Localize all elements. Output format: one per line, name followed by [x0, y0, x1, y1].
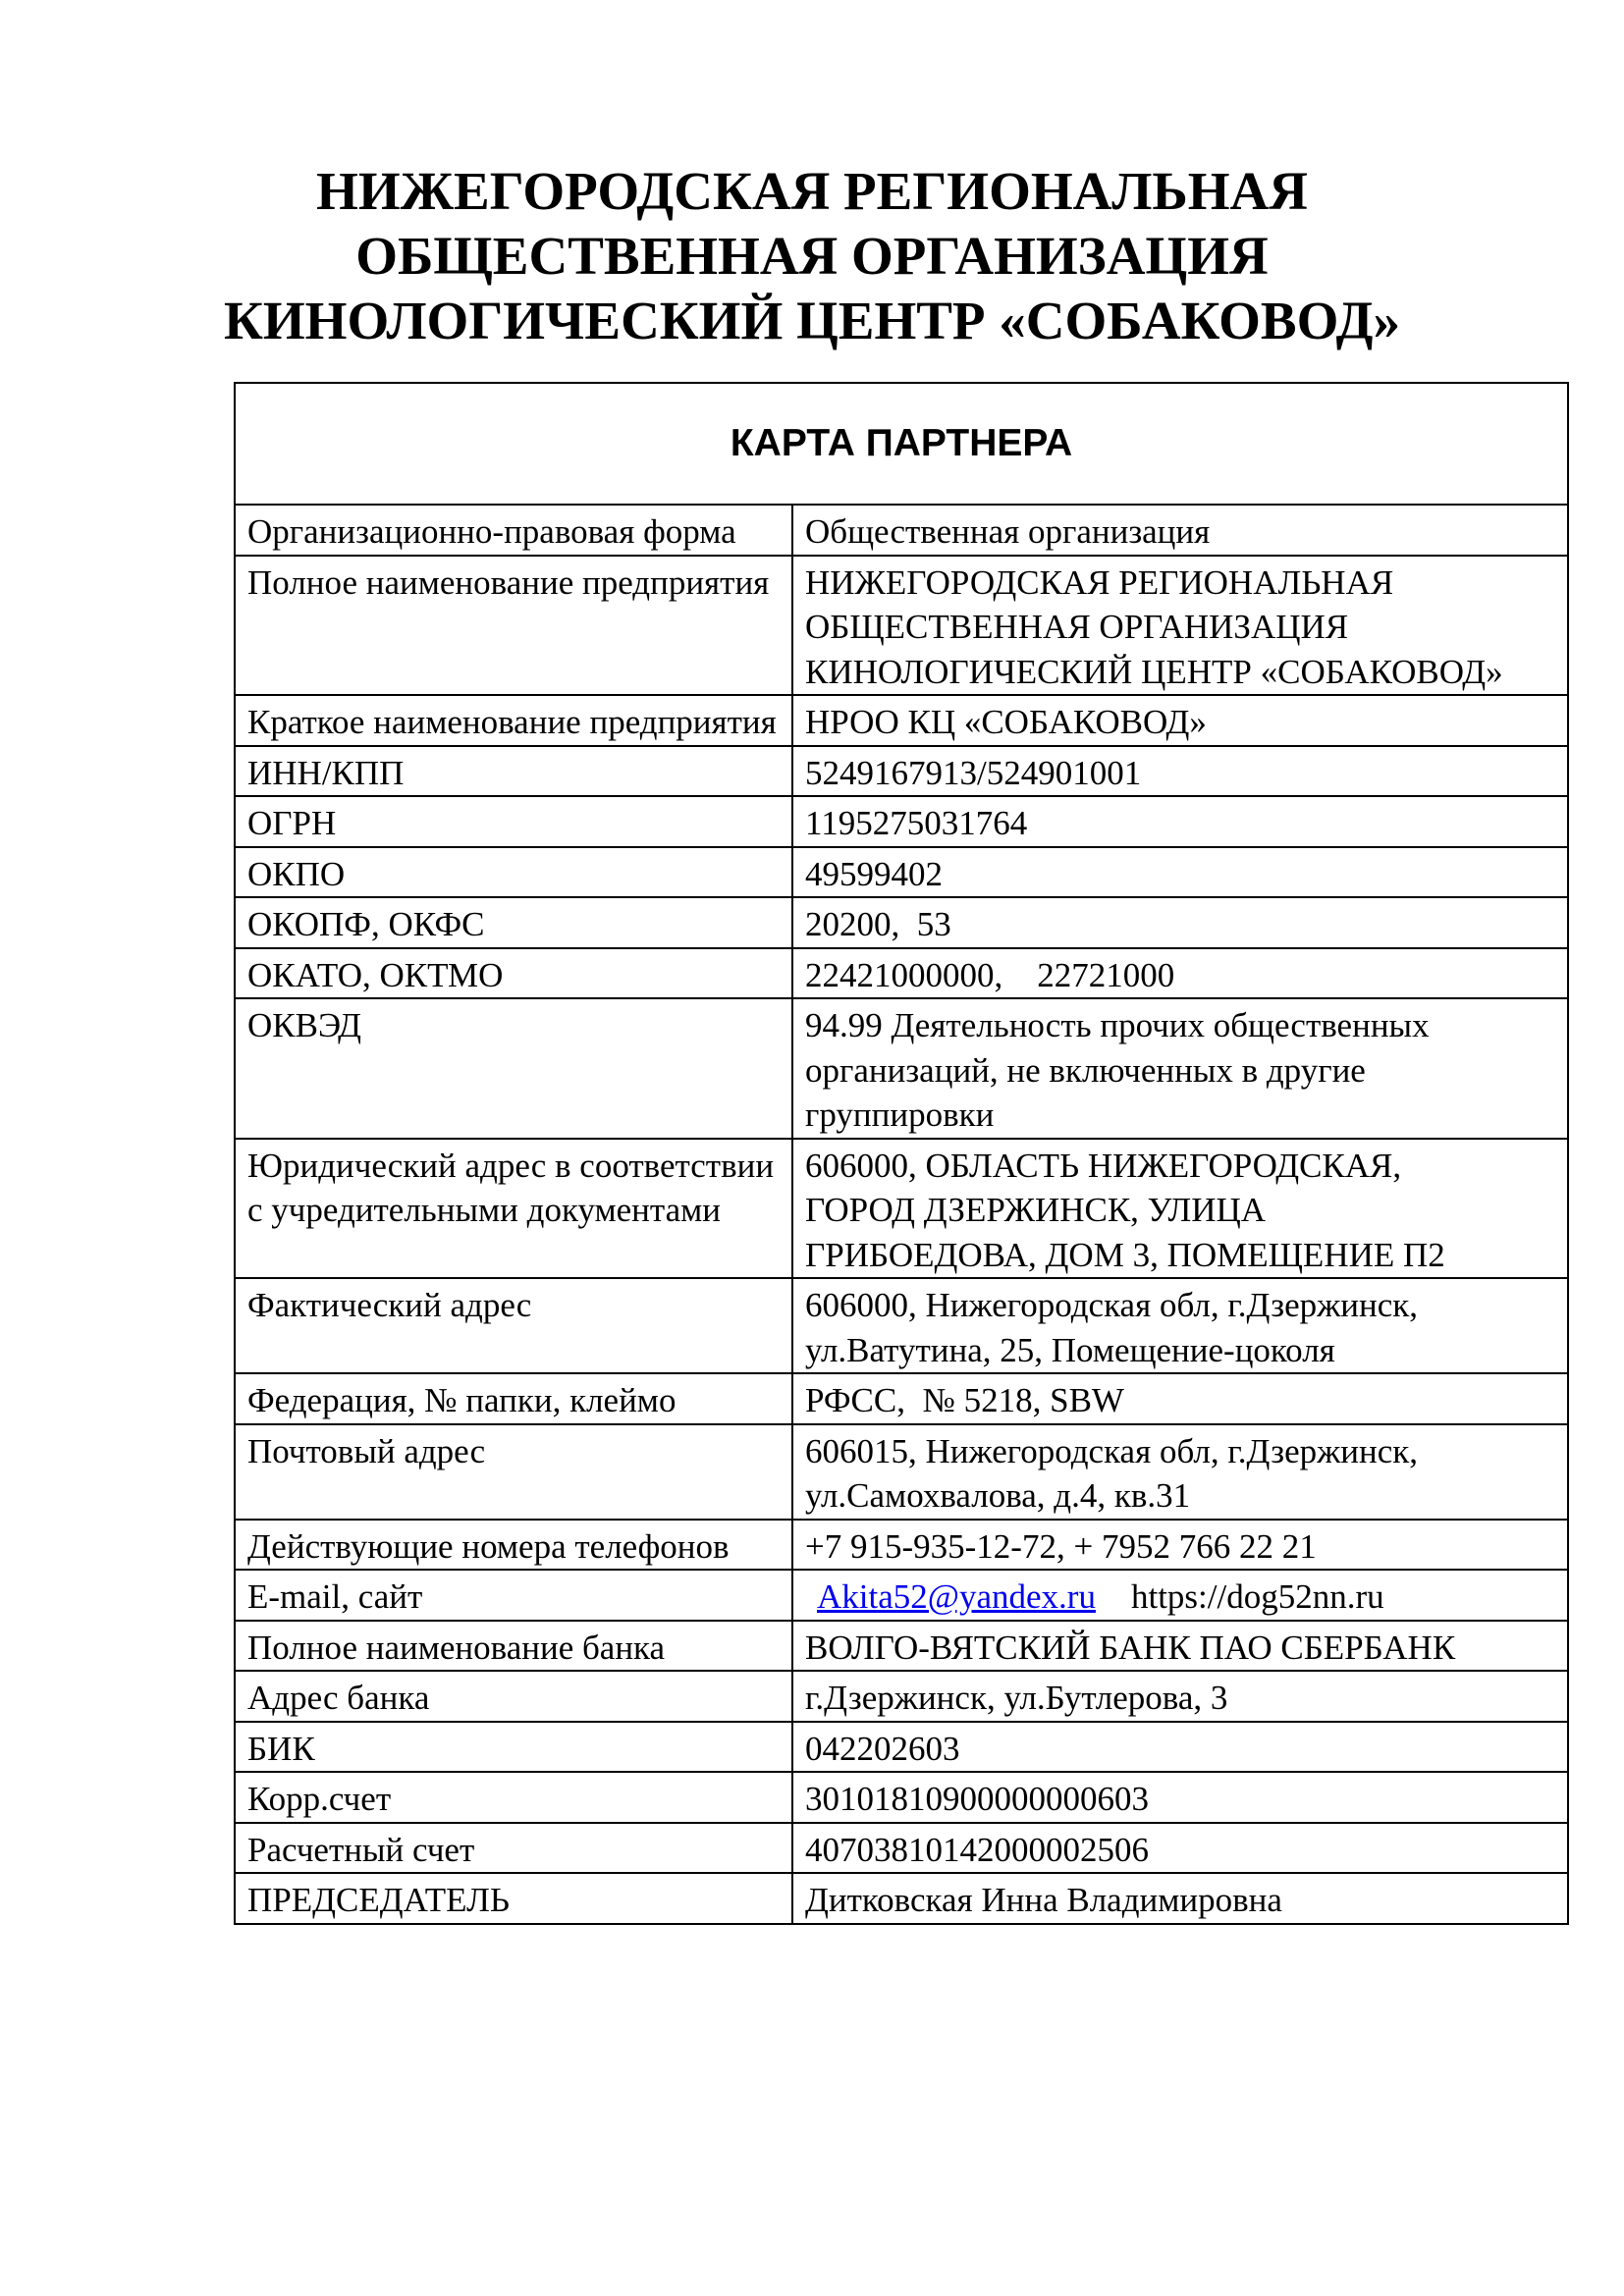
title-line: КИНОЛОГИЧЕСКИЙ ЦЕНТР «СОБАКОВОД»: [224, 291, 1400, 350]
address-line: ГОРОД ДЗЕРЖИНСК, УЛИЦА: [805, 1191, 1267, 1229]
row-value: 94.99 Деятельность прочих общественных организаций, не включенных в другие группировки: [792, 998, 1568, 1139]
row-label: ОГРН: [235, 796, 792, 847]
row-label: ИНН/КПП: [235, 746, 792, 797]
table-row: [235, 1621, 1568, 1672]
website-text: https://dog52nn.ru: [1130, 1577, 1384, 1616]
row-label: Полное наименование предприятия: [235, 556, 792, 696]
table-row: [235, 695, 1568, 746]
row-value: Дитковская Инна Владимировна: [792, 1873, 1568, 1924]
table-row: [235, 1520, 1568, 1571]
table-row: [235, 1772, 1568, 1823]
row-value: 40703810142000002506: [792, 1823, 1568, 1874]
row-label: Федерация, № папки, клеймо: [235, 1373, 792, 1424]
table-row: [235, 1278, 1568, 1373]
card-heading: КАРТА ПАРТНЕРА: [235, 383, 1568, 505]
row-value: [792, 1570, 1568, 1621]
row-label: Юридический адрес в соответствии с учредительными документами: [235, 1139, 792, 1279]
row-value: 5249167913/524901001: [792, 746, 1568, 797]
address-line: ГРИБОЕДОВА, ДОМ 3, ПОМЕЩЕНИЕ П2: [805, 1235, 1445, 1274]
table-row: [235, 556, 1568, 696]
row-label: Корр.счет: [235, 1772, 792, 1823]
row-value: 22421000000, 22721000: [792, 948, 1568, 999]
row-label: Полное наименование банка: [235, 1621, 792, 1672]
table-row: [235, 1722, 1568, 1773]
row-value: 606015, Нижегородская обл, г.Дзержинск, ул.Самохвалова, д.4, кв.31: [792, 1424, 1568, 1520]
title-line: ОБЩЕСТВЕННАЯ ОРГАНИЗАЦИЯ: [355, 226, 1269, 286]
table-row: [235, 948, 1568, 999]
row-value: 606000, Нижегородская обл, г.Дзержинск, ул.Ватутина, 25, Помещение-цоколя: [792, 1278, 1568, 1373]
row-value: г.Дзержинск, ул.Бутлерова, 3: [792, 1671, 1568, 1722]
row-label: ОКОПФ, ОКФС: [235, 897, 792, 948]
row-label: ОКПО: [235, 847, 792, 898]
table-row: [235, 505, 1568, 556]
table-row: [235, 998, 1568, 1139]
row-label: Адрес банка: [235, 1671, 792, 1722]
table-row: [235, 1823, 1568, 1874]
row-label: ОКАТО, ОКТМО: [235, 948, 792, 999]
table-row: [235, 1424, 1568, 1520]
table-row: [235, 1139, 1568, 1279]
row-value: +7 915-935-12-72, + 7952 766 22 21: [792, 1520, 1568, 1571]
row-value: ВОЛГО-ВЯТСКИЙ БАНК ПАО СБЕРБАНК: [792, 1621, 1568, 1672]
partner-card-table: [234, 382, 1569, 1925]
row-label: Расчетный счет: [235, 1823, 792, 1874]
row-value: 1195275031764: [792, 796, 1568, 847]
row-label: БИК: [235, 1722, 792, 1773]
table-row: [235, 1570, 1568, 1621]
row-value: НРОО КЦ «СОБАКОВОД»: [792, 695, 1568, 746]
title-line: НИЖЕГОРОДСКАЯ РЕГИОНАЛЬНАЯ: [316, 161, 1308, 221]
row-label: E-mail, сайт: [235, 1570, 792, 1621]
row-value: 042202603: [792, 1722, 1568, 1773]
row-value: 20200, 53: [792, 897, 1568, 948]
table-row: [235, 1873, 1568, 1924]
table-row: [235, 746, 1568, 797]
address-line: 606000, ОБЛАСТЬ НИЖЕГОРОДСКАЯ,: [805, 1146, 1402, 1185]
page-title: [0, 159, 1624, 353]
card-heading-row: [235, 383, 1568, 505]
table-row: [235, 796, 1568, 847]
row-label: ОКВЭД: [235, 998, 792, 1139]
table-row: [235, 847, 1568, 898]
row-value: [792, 1139, 1568, 1279]
row-value: РФСС, № 5218, SBW: [792, 1373, 1568, 1424]
row-label: Фактический адрес: [235, 1278, 792, 1373]
email-link[interactable]: Akita52@yandex.ru: [817, 1577, 1096, 1616]
row-label: ПРЕДСЕДАТЕЛЬ: [235, 1873, 792, 1924]
table-row: [235, 1373, 1568, 1424]
row-label: Действующие номера телефонов: [235, 1520, 792, 1571]
row-label: Организационно-правовая форма: [235, 505, 792, 556]
row-label: Почтовый адрес: [235, 1424, 792, 1520]
row-value: 30101810900000000603: [792, 1772, 1568, 1823]
table-row: [235, 1671, 1568, 1722]
row-value: 49599402: [792, 847, 1568, 898]
row-label: Краткое наименование предприятия: [235, 695, 792, 746]
row-value: Общественная организация: [792, 505, 1568, 556]
row-value: НИЖЕГОРОДСКАЯ РЕГИОНАЛЬНАЯ ОБЩЕСТВЕННАЯ ОРГАНИЗАЦИЯ КИНОЛОГИЧЕСКИЙ ЦЕНТР «СОБАКОВОД»: [792, 556, 1568, 696]
table-row: [235, 897, 1568, 948]
